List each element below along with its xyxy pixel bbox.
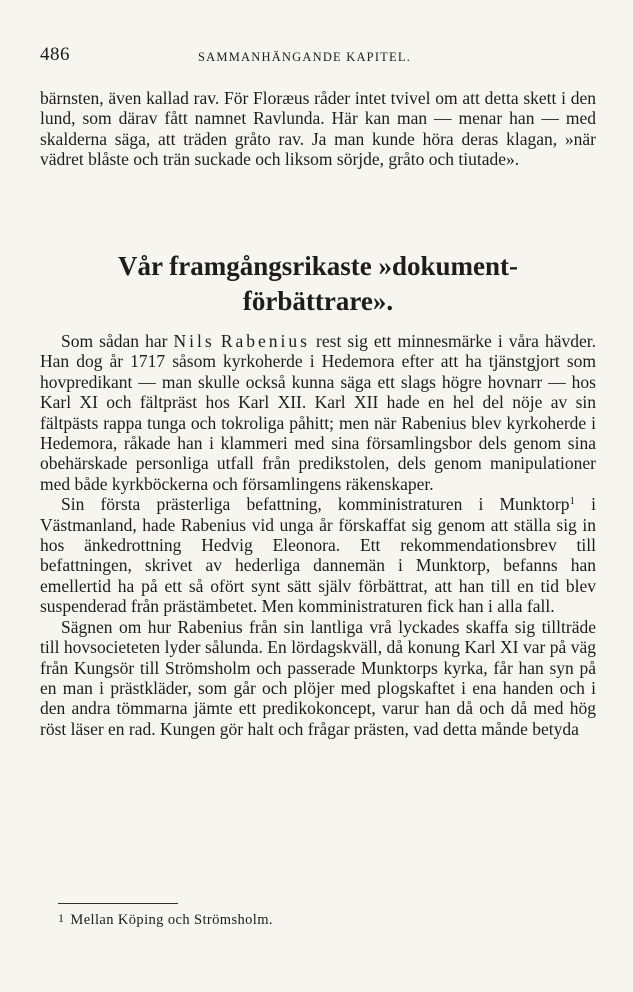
section-heading <box>40 249 596 319</box>
paragraph-3-rest: i Västmanland, hade Rabenius vid unga år förskaffat sig genom att ställa sig in hos änkedrottning Hedvig Eleonora. Ett rekommendationsbrev till befattningen, skrivet av hederliga dannemän i Munktorp, befanns han emellertid ha på ett så ofört synt sätt själv förbättrat, att han till en tid blev suspenderad från prästämbetet. Men komministraturen fick han i alla fall. <box>40 494 596 617</box>
footnote-mark: 1 <box>58 911 65 925</box>
paragraph-first-position <box>40 494 596 616</box>
footnote <box>58 911 273 929</box>
footnote-text: Mellan Köping och Strömsholm. <box>70 912 273 928</box>
intro-text-block <box>40 88 596 170</box>
footnote-divider <box>58 903 178 904</box>
person-last-name: Rabenius <box>220 331 310 351</box>
paragraph-2-start: Som sådan har <box>61 331 174 351</box>
section-heading-line-1: Vår framgångsrikaste »dokument- <box>118 251 518 281</box>
person-first-name: Nils <box>173 331 215 351</box>
paragraph-rabenius-intro <box>40 331 596 494</box>
page-header <box>40 44 593 70</box>
running-title: SAMMANHÄNGANDE KAPITEL. <box>198 50 412 64</box>
paragraph-3-start: Sin första prästerliga befattning, komministraturen i Munktorp <box>61 494 570 515</box>
intro-paragraph: bärnsten, även kallad rav. För Floræus råder intet tvivel om att detta skett i den lund, som därav fått namnet Ravlunda. Här kan man — menar han — med skalderna säga, att träden gråto rav. Ja man kunde höra deras klagan, »när vädret blåste och trän suckade och liksom sörjde, gråto och tiutade». <box>40 88 596 170</box>
footnote-reference: 1 <box>569 495 575 508</box>
section-heading-line-2: förbättrare». <box>242 286 394 316</box>
body-text-block <box>40 331 596 739</box>
page-number: 486 <box>40 44 70 65</box>
paragraph-legend: Sägnen om hur Rabenius från sin lantliga vrå lyckades skaffa sig tillträde till hovsocieteten lyder sålunda. En lördagskväll, då konung Karl XI var på väg från Kungsör till Strömsholm och passerade Munktorps kyrka, får han syn på en man i prästkläder, som går och plöjer med plogskaftet i ena handen och i den andra tömmarna jämte ett predikokoncept, varur han då och då med hög röst läser en rad. Kungen gör halt och frågar prästen, vad detta månde betyda <box>40 616 596 739</box>
paragraph-2-rest: rest sig ett minnesmärke i våra hävder. Han dog år 1717 såsom kyrkoherde i Hedemora efter att ha tjänstgjort som hovpredikant — man skulle också kunna säga ett slags högre hovnarr — hos Karl XI och fältpräst hos Karl XII. Karl XII hade en hel del nöje av sin fältpästs rappa tunga och tokroliga påhitt; men när Rabenius blev kyrkoherde i Hedemora, råkade han i klammeri med sina församlingsbor dels genom sina obehärskade personliga utfall från predikstolen, dels genom manipulationer med både kyrkböckerna och församlingens räkenskaper. <box>40 331 596 494</box>
